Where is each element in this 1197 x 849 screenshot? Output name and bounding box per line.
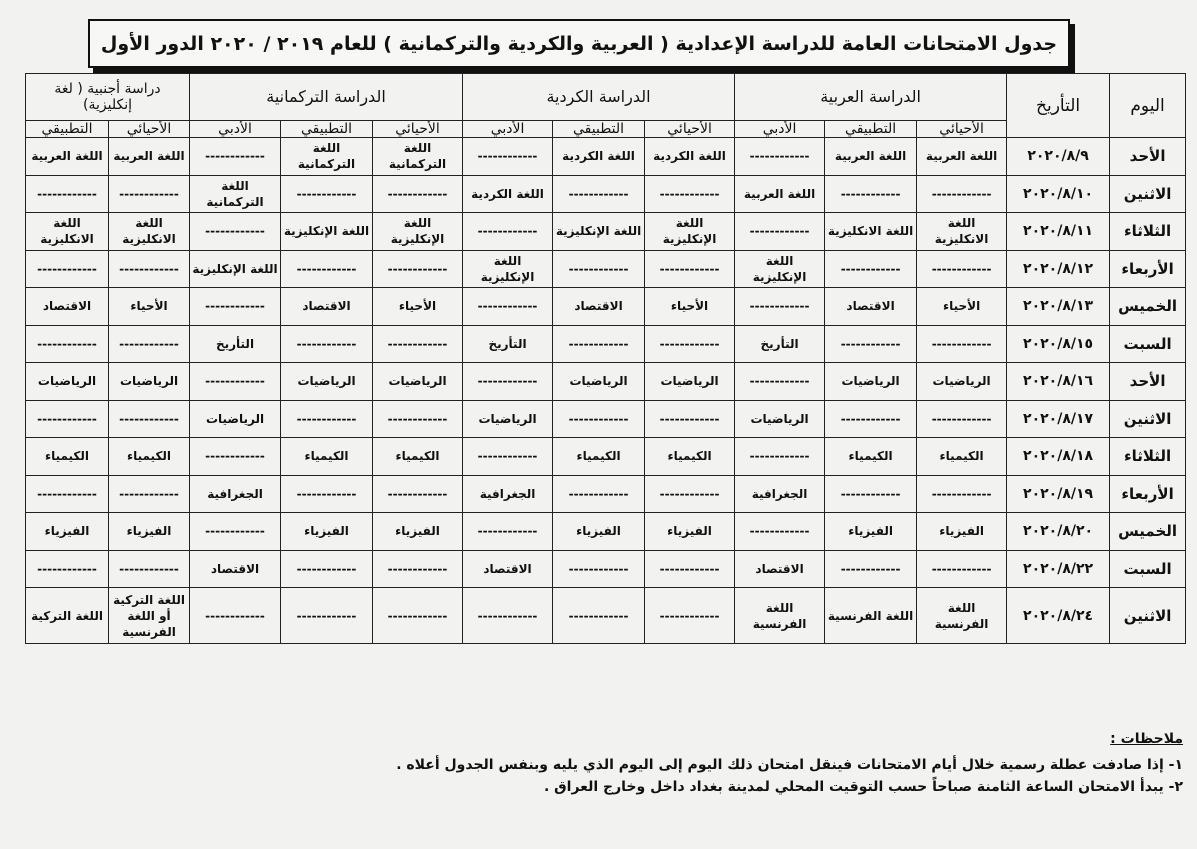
- day-cell: السبت: [1110, 325, 1186, 363]
- subject-cell: ------------: [190, 513, 281, 551]
- subject-cell: ------------: [281, 550, 373, 588]
- subject-cell: الرياضيات: [109, 363, 190, 401]
- subject-cell: الكيمياء: [645, 438, 735, 476]
- table-row: [26, 213, 1186, 251]
- subject-cell: اللغة الإنكليزية: [463, 250, 553, 288]
- branch-header: التطبيقي: [825, 121, 917, 138]
- table-row: [26, 475, 1186, 513]
- subject-cell: الفيزياء: [281, 513, 373, 551]
- subject-cell: الفيزياء: [109, 513, 190, 551]
- subject-cell: ------------: [735, 438, 825, 476]
- subject-cell: ------------: [735, 213, 825, 251]
- subject-cell: اللغة الانكليزية: [109, 213, 190, 251]
- table-row: [26, 288, 1186, 326]
- subject-cell: ------------: [190, 213, 281, 251]
- subject-cell: ------------: [645, 250, 735, 288]
- date-cell: ٢٠٢٠/٨/١٠: [1007, 175, 1110, 213]
- date-cell: ٢٠٢٠/٨/١٧: [1007, 400, 1110, 438]
- subject-cell: الرياضيات: [917, 363, 1007, 401]
- subject-cell: اللغة الكردية: [553, 138, 645, 176]
- subject-cell: اللغة العربية: [109, 138, 190, 176]
- subject-cell: ------------: [645, 550, 735, 588]
- subject-cell: ------------: [917, 550, 1007, 588]
- day-cell: السبت: [1110, 550, 1186, 588]
- subject-cell: ------------: [645, 588, 735, 644]
- day-cell: الثلاثاء: [1110, 213, 1186, 251]
- subject-cell: اللغة العربية: [917, 138, 1007, 176]
- subject-cell: اللغة الإنكليزية: [373, 213, 463, 251]
- branch-header: التطبيقي: [26, 121, 109, 138]
- subject-cell: الرياضيات: [373, 363, 463, 401]
- subject-cell: ------------: [553, 325, 645, 363]
- subject-cell: الجغرافية: [735, 475, 825, 513]
- table-row: [26, 588, 1186, 644]
- subject-cell: الاقتصاد: [190, 550, 281, 588]
- date-cell: ٢٠٢٠/٨/١٥: [1007, 325, 1110, 363]
- subject-cell: ------------: [917, 475, 1007, 513]
- subject-cell: ------------: [373, 475, 463, 513]
- subject-cell: الرياضيات: [735, 400, 825, 438]
- subject-cell: ------------: [26, 250, 109, 288]
- subject-cell: ------------: [26, 325, 109, 363]
- subject-cell: ------------: [373, 175, 463, 213]
- subject-cell: ------------: [190, 138, 281, 176]
- subject-cell: ------------: [553, 550, 645, 588]
- branch-header: الأحيائي: [645, 121, 735, 138]
- subject-cell: اللغة الكردية: [463, 175, 553, 213]
- subject-cell: ------------: [109, 325, 190, 363]
- notes-heading: ملاحظات :: [1110, 731, 1183, 747]
- subject-cell: اللغة التركية: [26, 588, 109, 644]
- subject-cell: ------------: [735, 363, 825, 401]
- subject-cell: الرياضيات: [463, 400, 553, 438]
- date-cell: ٢٠٢٠/٨/٩: [1007, 138, 1110, 176]
- subject-cell: التأريخ: [463, 325, 553, 363]
- subject-cell: اللغة الفرنسية: [825, 588, 917, 644]
- subject-cell: الأحياء: [373, 288, 463, 326]
- subject-cell: ------------: [463, 288, 553, 326]
- subject-cell: ------------: [26, 400, 109, 438]
- subject-cell: الاقتصاد: [281, 288, 373, 326]
- subject-cell: اللغة العربية: [735, 175, 825, 213]
- table-row: [26, 138, 1186, 176]
- subject-cell: ------------: [825, 325, 917, 363]
- subject-cell: ------------: [281, 175, 373, 213]
- branch-header: الأحيائي: [109, 121, 190, 138]
- day-cell: الأحد: [1110, 363, 1186, 401]
- subject-cell: ------------: [26, 175, 109, 213]
- date-header: التأريخ: [1007, 74, 1110, 138]
- subject-cell: اللغة الفرنسية: [917, 588, 1007, 644]
- subject-cell: ------------: [281, 250, 373, 288]
- day-header: اليوم: [1110, 74, 1186, 138]
- day-cell: الخميس: [1110, 513, 1186, 551]
- subject-cell: الرياضيات: [825, 363, 917, 401]
- subject-cell: الاقتصاد: [26, 288, 109, 326]
- subject-cell: ------------: [825, 475, 917, 513]
- subject-cell: ------------: [373, 250, 463, 288]
- subject-cell: ------------: [645, 175, 735, 213]
- branch-header: الأدبي: [190, 121, 281, 138]
- subject-cell: الجغرافية: [190, 475, 281, 513]
- branch-header: الأدبي: [463, 121, 553, 138]
- subject-cell: الرياضيات: [190, 400, 281, 438]
- subject-cell: التأريخ: [735, 325, 825, 363]
- subject-cell: ------------: [825, 175, 917, 213]
- group-header-kurdish: الدراسة الكردية: [463, 74, 735, 121]
- day-cell: الخميس: [1110, 288, 1186, 326]
- subject-cell: الفيزياء: [645, 513, 735, 551]
- subject-cell: الفيزياء: [26, 513, 109, 551]
- subject-cell: اللغة الانكليزية: [917, 213, 1007, 251]
- subject-cell: اللغة الإنكليزية: [553, 213, 645, 251]
- subject-cell: ------------: [645, 475, 735, 513]
- subject-cell: ------------: [735, 288, 825, 326]
- subject-cell: ------------: [553, 175, 645, 213]
- subject-cell: ------------: [463, 588, 553, 644]
- subject-cell: الاقتصاد: [463, 550, 553, 588]
- subject-cell: ------------: [917, 175, 1007, 213]
- subject-cell: الكيمياء: [373, 438, 463, 476]
- day-cell: الأربعاء: [1110, 250, 1186, 288]
- subject-cell: ------------: [281, 588, 373, 644]
- subject-cell: ------------: [109, 250, 190, 288]
- notes-section: [13, 728, 1183, 798]
- day-cell: الأربعاء: [1110, 475, 1186, 513]
- subject-cell: ------------: [190, 438, 281, 476]
- note-item-1: ١- إذا صادفت عطلة رسمية خلال أيام الامتحانات فينقل امتحان ذلك اليوم إلى اليوم الذي يليه وبنفس الجدول أعلاه .: [396, 757, 1183, 773]
- table-row: [26, 400, 1186, 438]
- date-cell: ٢٠٢٠/٨/١٣: [1007, 288, 1110, 326]
- subject-cell: الكيمياء: [917, 438, 1007, 476]
- group-header-turkmen: الدراسة التركمانية: [190, 74, 463, 121]
- table-row: [26, 438, 1186, 476]
- subject-cell: ------------: [645, 325, 735, 363]
- subject-cell: الكيمياء: [825, 438, 917, 476]
- subject-cell: ------------: [373, 550, 463, 588]
- date-cell: ٢٠٢٠/٨/٢٠: [1007, 513, 1110, 551]
- subject-cell: الرياضيات: [645, 363, 735, 401]
- subject-cell: ------------: [917, 250, 1007, 288]
- branch-header: الأحيائي: [373, 121, 463, 138]
- subject-cell: ------------: [373, 325, 463, 363]
- table-row: [26, 250, 1186, 288]
- subject-cell: الفيزياء: [553, 513, 645, 551]
- subject-cell: ------------: [109, 550, 190, 588]
- branch-header: التطبيقي: [553, 121, 645, 138]
- exam-schedule-table: [25, 73, 1186, 644]
- branch-header: الأدبي: [735, 121, 825, 138]
- date-cell: ٢٠٢٠/٨/١٢: [1007, 250, 1110, 288]
- subject-cell: اللغة الكردية: [645, 138, 735, 176]
- subject-cell: ------------: [735, 138, 825, 176]
- subject-cell: الاقتصاد: [825, 288, 917, 326]
- subject-cell: الاقتصاد: [735, 550, 825, 588]
- table-row: [26, 513, 1186, 551]
- subject-cell: ------------: [281, 400, 373, 438]
- date-cell: ٢٠٢٠/٨/١٩: [1007, 475, 1110, 513]
- subject-cell: الجغرافية: [463, 475, 553, 513]
- subject-cell: ------------: [281, 475, 373, 513]
- subject-cell: الأحياء: [645, 288, 735, 326]
- day-cell: الاثنين: [1110, 175, 1186, 213]
- subject-cell: ------------: [917, 400, 1007, 438]
- subject-cell: ------------: [281, 325, 373, 363]
- table-row: [26, 325, 1186, 363]
- subject-cell: التأريخ: [190, 325, 281, 363]
- subject-cell: اللغة الانكليزية: [26, 213, 109, 251]
- subject-cell: ------------: [463, 363, 553, 401]
- subject-cell: اللغة التركمانية: [373, 138, 463, 176]
- subject-cell: اللغة الإنكليزية: [281, 213, 373, 251]
- subject-cell: ------------: [825, 250, 917, 288]
- page-title: جدول الامتحانات العامة للدراسة الإعدادية ( العربية والكردية والتركمانية ) للعام ٢٠١٩ / ٢٠٢٠ الدور الأول: [88, 19, 1070, 68]
- subject-cell: اللغة العربية: [825, 138, 917, 176]
- subject-cell: الكيمياء: [26, 438, 109, 476]
- branch-header: الأحيائي: [917, 121, 1007, 138]
- table-row: [26, 175, 1186, 213]
- subject-cell: اللغة التركية أو اللغة الفرنسية: [109, 588, 190, 644]
- subject-cell: الرياضيات: [281, 363, 373, 401]
- subject-cell: الكيمياء: [281, 438, 373, 476]
- table-row: [26, 363, 1186, 401]
- subject-cell: ------------: [109, 475, 190, 513]
- subject-cell: ------------: [825, 550, 917, 588]
- note-item-2: ٢- يبدأ الامتحان الساعة الثامنة صباحاً حسب التوقيت المحلي لمدينة بغداد داخل وخارج العراق .: [543, 779, 1183, 795]
- day-cell: الثلاثاء: [1110, 438, 1186, 476]
- subject-cell: اللغة التركمانية: [190, 175, 281, 213]
- subject-cell: ------------: [553, 588, 645, 644]
- subject-cell: ------------: [553, 250, 645, 288]
- subject-cell: ------------: [373, 588, 463, 644]
- date-cell: ٢٠٢٠/٨/١٦: [1007, 363, 1110, 401]
- subject-cell: ------------: [463, 138, 553, 176]
- subject-cell: اللغة التركمانية: [281, 138, 373, 176]
- date-cell: ٢٠٢٠/٨/٢٤: [1007, 588, 1110, 644]
- branch-header: التطبيقي: [281, 121, 373, 138]
- subject-cell: ------------: [463, 513, 553, 551]
- subject-cell: ------------: [735, 513, 825, 551]
- table-row: [26, 550, 1186, 588]
- subject-cell: الكيمياء: [553, 438, 645, 476]
- subject-cell: ------------: [109, 175, 190, 213]
- subject-cell: ------------: [553, 475, 645, 513]
- day-cell: الاثنين: [1110, 588, 1186, 644]
- subject-cell: ------------: [109, 400, 190, 438]
- subject-cell: اللغة الإنكليزية: [190, 250, 281, 288]
- subject-cell: الرياضيات: [26, 363, 109, 401]
- subject-cell: ------------: [26, 475, 109, 513]
- subject-cell: الفيزياء: [917, 513, 1007, 551]
- subject-cell: الفيزياء: [825, 513, 917, 551]
- subject-cell: ------------: [373, 400, 463, 438]
- subject-cell: ------------: [463, 213, 553, 251]
- subject-cell: ------------: [190, 588, 281, 644]
- group-header-arabic: الدراسة العربية: [735, 74, 1007, 121]
- subject-cell: الاقتصاد: [553, 288, 645, 326]
- subject-cell: ------------: [645, 400, 735, 438]
- subject-cell: الرياضيات: [553, 363, 645, 401]
- subject-cell: ------------: [553, 400, 645, 438]
- date-cell: ٢٠٢٠/٨/١٨: [1007, 438, 1110, 476]
- subject-cell: اللغة الإنكليزية: [645, 213, 735, 251]
- date-cell: ٢٠٢٠/٨/٢٢: [1007, 550, 1110, 588]
- subject-cell: الكيمياء: [109, 438, 190, 476]
- subject-cell: ------------: [190, 363, 281, 401]
- subject-cell: الفيزياء: [373, 513, 463, 551]
- date-cell: ٢٠٢٠/٨/١١: [1007, 213, 1110, 251]
- subject-cell: ------------: [463, 438, 553, 476]
- subject-cell: اللغة الفرنسية: [735, 588, 825, 644]
- subject-cell: اللغة العربية: [26, 138, 109, 176]
- subject-cell: ------------: [917, 325, 1007, 363]
- subject-cell: اللغة الإنكليزية: [735, 250, 825, 288]
- day-cell: الأحد: [1110, 138, 1186, 176]
- subject-cell: اللغة الانكليزية: [825, 213, 917, 251]
- subject-cell: الأحياء: [917, 288, 1007, 326]
- subject-cell: ------------: [26, 550, 109, 588]
- subject-cell: ------------: [825, 400, 917, 438]
- subject-cell: ------------: [190, 288, 281, 326]
- group-header-foreign: دراسة أجنبية ( لغة إنكليزية): [26, 74, 190, 121]
- subject-cell: الأحياء: [109, 288, 190, 326]
- day-cell: الاثنين: [1110, 400, 1186, 438]
